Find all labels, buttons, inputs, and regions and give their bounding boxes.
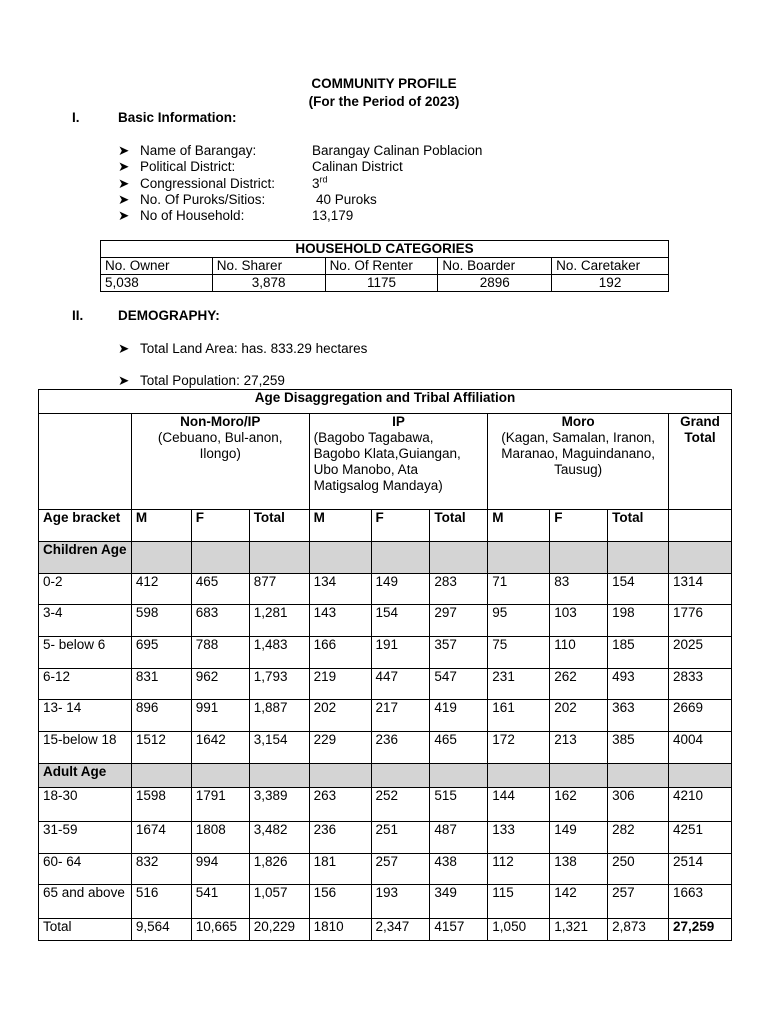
data-cell: 213: [550, 732, 608, 764]
household-header: No. Sharer: [212, 258, 325, 275]
data-cell: 263: [309, 788, 371, 822]
age-bracket-cell: 31-59: [39, 822, 132, 854]
data-cell: 1642: [191, 732, 249, 764]
grand-total-cell: 1776: [668, 605, 731, 637]
data-cell: 547: [430, 669, 488, 700]
section2-title: DEMOGRAPHY:: [118, 308, 220, 323]
info-value: 40 Puroks: [316, 192, 377, 207]
sub-header: Total: [430, 510, 488, 542]
data-cell: 71: [488, 574, 550, 605]
table-row: [39, 788, 732, 822]
sub-header: M: [131, 510, 191, 542]
household-header: No. Boarder: [438, 258, 552, 275]
info-label: Name of Barangay:: [140, 143, 257, 158]
data-cell: 103: [550, 605, 608, 637]
data-cell: 515: [430, 788, 488, 822]
data-cell: 412: [131, 574, 191, 605]
data-cell: 154: [608, 574, 669, 605]
data-cell: 75: [488, 637, 550, 669]
grand-total-cell: 2833: [668, 669, 731, 700]
data-cell: 683: [191, 605, 249, 637]
data-cell: 3,482: [249, 822, 309, 854]
data-cell: 231: [488, 669, 550, 700]
total-cell: 9,564: [131, 919, 191, 941]
data-cell: 598: [131, 605, 191, 637]
total-cell: 2,347: [371, 919, 430, 941]
data-cell: 161: [488, 700, 550, 732]
demography-title: Age Disaggregation and Tribal Affiliation: [39, 390, 732, 414]
blank-cell: [39, 414, 132, 510]
data-cell: 465: [430, 732, 488, 764]
group-header-moro: [488, 414, 669, 510]
info-label: Political District:: [140, 159, 236, 174]
data-cell: 991: [191, 700, 249, 732]
data-cell: 181: [309, 854, 371, 885]
demography-table: [38, 389, 732, 941]
grand-total-cell: 1314: [668, 574, 731, 605]
table-row: [39, 854, 732, 885]
household-title: HOUSEHOLD CATEGORIES: [101, 241, 669, 258]
sub-header: F: [550, 510, 608, 542]
data-cell: 297: [430, 605, 488, 637]
total-row: [39, 919, 732, 941]
data-cell: 465: [191, 574, 249, 605]
data-cell: 3,154: [249, 732, 309, 764]
data-cell: 198: [608, 605, 669, 637]
info-label: Congressional District:: [140, 176, 276, 191]
data-cell: 191: [371, 637, 430, 669]
data-cell: 162: [550, 788, 608, 822]
bullet-arrow-icon: ➤: [118, 208, 130, 223]
data-cell: 493: [608, 669, 669, 700]
group-name: IP: [392, 414, 405, 429]
total-cell: 10,665: [191, 919, 249, 941]
info-value: Calinan District: [312, 159, 403, 174]
info-label: No of Household:: [140, 208, 245, 223]
grand-total-header: Grand Total: [668, 414, 731, 510]
household-value: 192: [552, 275, 669, 292]
table-row: [39, 822, 732, 854]
data-cell: 134: [309, 574, 371, 605]
section2-number: II.: [72, 308, 84, 323]
data-cell: 1,887: [249, 700, 309, 732]
data-cell: 83: [550, 574, 608, 605]
data-cell: 257: [608, 885, 669, 919]
grand-total-cell: 4004: [668, 732, 731, 764]
sub-header: F: [371, 510, 430, 542]
data-cell: 896: [131, 700, 191, 732]
sub-header: M: [309, 510, 371, 542]
data-cell: 251: [371, 822, 430, 854]
household-header: No. Of Renter: [325, 258, 438, 275]
bullet-arrow-icon: ➤: [118, 143, 130, 158]
total-cell: 20,229: [249, 919, 309, 941]
adult-age-label: Adult Age: [39, 764, 132, 788]
population-text: Total Population: 27,259: [140, 373, 285, 388]
sub-header: Total: [249, 510, 309, 542]
data-cell: 487: [430, 822, 488, 854]
data-cell: 1808: [191, 822, 249, 854]
bullet-arrow-icon: ➤: [118, 192, 130, 207]
group-header-non-moro: [131, 414, 309, 510]
info-value: 3rd: [312, 174, 328, 191]
household-header: No. Caretaker: [552, 258, 669, 275]
group-name: Moro: [561, 414, 595, 429]
table-row: [39, 637, 732, 669]
data-cell: 419: [430, 700, 488, 732]
data-cell: 363: [608, 700, 669, 732]
sub-header: F: [191, 510, 249, 542]
land-area-text: Total Land Area: has. 833.29 hectares: [140, 341, 368, 356]
total-cell: 4157: [430, 919, 488, 941]
data-cell: 516: [131, 885, 191, 919]
data-cell: 1,057: [249, 885, 309, 919]
age-bracket-cell: 6-12: [39, 669, 132, 700]
data-cell: 788: [191, 637, 249, 669]
data-cell: 219: [309, 669, 371, 700]
adult-rows: [39, 788, 732, 919]
data-cell: 95: [488, 605, 550, 637]
grand-total-cell: 2025: [668, 637, 731, 669]
grand-total-cell: 1663: [668, 885, 731, 919]
page-subtitle: (For the Period of 2023): [308, 94, 460, 109]
data-cell: 385: [608, 732, 669, 764]
data-cell: 438: [430, 854, 488, 885]
age-bracket-cell: 65 and above: [39, 885, 132, 919]
data-cell: 306: [608, 788, 669, 822]
data-cell: 229: [309, 732, 371, 764]
data-cell: 202: [309, 700, 371, 732]
data-cell: 115: [488, 885, 550, 919]
data-cell: 877: [249, 574, 309, 605]
data-cell: 236: [309, 822, 371, 854]
children-rows: [39, 574, 732, 764]
data-cell: 831: [131, 669, 191, 700]
data-cell: 832: [131, 854, 191, 885]
section1-number: I.: [72, 110, 80, 125]
data-cell: 257: [371, 854, 430, 885]
data-cell: 262: [550, 669, 608, 700]
data-cell: 143: [309, 605, 371, 637]
age-bracket-cell: 13- 14: [39, 700, 132, 732]
total-cell: 1,050: [488, 919, 550, 941]
household-value: 1175: [325, 275, 438, 292]
data-cell: 193: [371, 885, 430, 919]
group-header-ip: [309, 414, 488, 510]
table-row: [39, 885, 732, 919]
household-value: 5,038: [101, 275, 213, 292]
age-bracket-header: Age bracket: [39, 510, 132, 542]
data-cell: 110: [550, 637, 608, 669]
group-desc: (Cebuano, Bul-anon, Ilongo): [157, 430, 283, 461]
info-label: No. Of Puroks/Sitios:: [140, 192, 266, 207]
household-header: No. Owner: [101, 258, 213, 275]
data-cell: 217: [371, 700, 430, 732]
data-cell: 185: [608, 637, 669, 669]
data-cell: 447: [371, 669, 430, 700]
total-cell: 1,321: [550, 919, 608, 941]
grand-total-cell: 4210: [668, 788, 731, 822]
table-row: [39, 669, 732, 700]
data-cell: 112: [488, 854, 550, 885]
data-cell: 133: [488, 822, 550, 854]
sub-header: M: [488, 510, 550, 542]
total-cell: 1810: [309, 919, 371, 941]
data-cell: 994: [191, 854, 249, 885]
children-age-row: [39, 542, 732, 574]
data-cell: 283: [430, 574, 488, 605]
section1-title: Basic Information:: [118, 110, 237, 125]
sub-header: Total: [608, 510, 669, 542]
ordinal-suffix: rd: [319, 174, 328, 185]
household-value: 3,878: [212, 275, 325, 292]
group-desc: (Kagan, Samalan, Iranon, Maranao, Maguindanano, Tausug): [501, 430, 656, 477]
table-row: [39, 574, 732, 605]
adult-age-row: [39, 764, 732, 788]
data-cell: 149: [371, 574, 430, 605]
bullet-arrow-icon: ➤: [118, 176, 130, 191]
group-name: Non-Moro/IP: [180, 414, 261, 429]
age-bracket-cell: 0-2: [39, 574, 132, 605]
info-value: 13,179: [312, 208, 354, 223]
data-cell: 1,826: [249, 854, 309, 885]
data-cell: 172: [488, 732, 550, 764]
table-row: [39, 605, 732, 637]
table-row: [39, 732, 732, 764]
data-cell: 1,483: [249, 637, 309, 669]
data-cell: 1512: [131, 732, 191, 764]
page-title: COMMUNITY PROFILE: [311, 76, 457, 91]
household-categories-table: [100, 240, 669, 292]
total-cell: 2,873: [608, 919, 669, 941]
data-cell: 357: [430, 637, 488, 669]
data-cell: 349: [430, 885, 488, 919]
data-cell: 138: [550, 854, 608, 885]
bullet-arrow-icon: ➤: [118, 373, 130, 388]
data-cell: 282: [608, 822, 669, 854]
data-cell: 142: [550, 885, 608, 919]
data-cell: 541: [191, 885, 249, 919]
data-cell: 695: [131, 637, 191, 669]
age-bracket-cell: 15-below 18: [39, 732, 132, 764]
data-cell: 250: [608, 854, 669, 885]
table-row: [39, 700, 732, 732]
grand-total-cell: 2514: [668, 854, 731, 885]
age-bracket-cell: 18-30: [39, 788, 132, 822]
data-cell: 236: [371, 732, 430, 764]
data-cell: 1674: [131, 822, 191, 854]
household-value: 2896: [438, 275, 552, 292]
blank-cell: [668, 510, 731, 542]
data-cell: 166: [309, 637, 371, 669]
age-bracket-cell: 3-4: [39, 605, 132, 637]
age-bracket-cell: 60- 64: [39, 854, 132, 885]
data-cell: 144: [488, 788, 550, 822]
data-cell: 149: [550, 822, 608, 854]
data-cell: 202: [550, 700, 608, 732]
data-cell: 962: [191, 669, 249, 700]
data-cell: 3,389: [249, 788, 309, 822]
grand-total-cell: 4251: [668, 822, 731, 854]
bullet-arrow-icon: ➤: [118, 341, 130, 356]
data-cell: 1598: [131, 788, 191, 822]
group-desc: (Bagobo Tagabawa, Bagobo Klata,Guiangan, Ubo Manobo, Ata Matigsalog Mandaya): [313, 430, 461, 493]
data-cell: 1,793: [249, 669, 309, 700]
children-age-label: Children Age: [39, 542, 132, 574]
data-cell: 156: [309, 885, 371, 919]
age-bracket-cell: 5- below 6: [39, 637, 132, 669]
data-cell: 1791: [191, 788, 249, 822]
data-cell: 154: [371, 605, 430, 637]
info-value: Barangay Calinan Poblacion: [312, 143, 483, 158]
total-label: Total: [39, 919, 132, 941]
grand-total-cell: 2669: [668, 700, 731, 732]
grand-total-cell: 27,259: [668, 919, 731, 941]
data-cell: 252: [371, 788, 430, 822]
data-cell: 1,281: [249, 605, 309, 637]
bullet-arrow-icon: ➤: [118, 159, 130, 174]
